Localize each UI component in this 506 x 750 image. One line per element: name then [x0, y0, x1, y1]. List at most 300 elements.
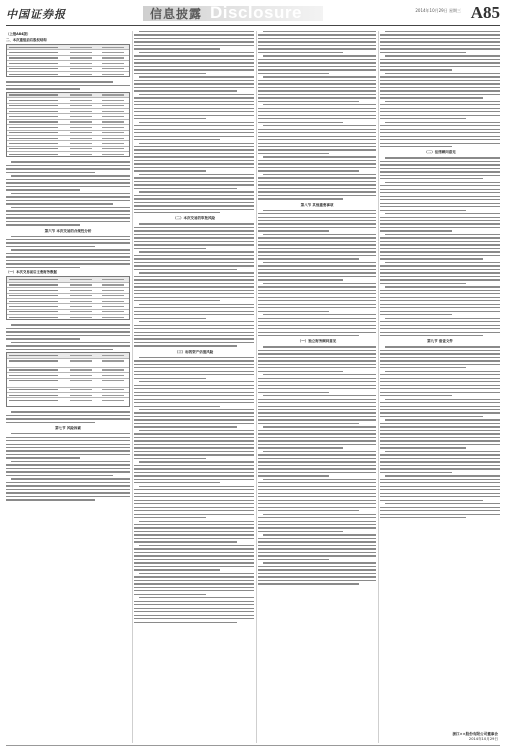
text-line [6, 444, 130, 445]
text-line [258, 482, 376, 483]
text-line [258, 41, 376, 42]
text-line [258, 66, 376, 67]
text-line [258, 367, 376, 368]
table-cell [70, 375, 92, 376]
text-line [134, 534, 254, 535]
text-line [380, 385, 500, 386]
issue-date: 2014年10月29日 星期三 [415, 8, 461, 13]
table-cell [9, 47, 58, 48]
text-line [380, 258, 483, 259]
text-line [6, 214, 130, 215]
text-line [11, 342, 130, 343]
text-line [258, 486, 376, 487]
text-line [258, 566, 376, 567]
text-line [258, 392, 329, 393]
table-cell [70, 290, 92, 291]
text-line [380, 276, 500, 277]
text-line [134, 297, 254, 298]
table-row [7, 315, 129, 319]
text-line [6, 345, 130, 346]
text-line [380, 406, 500, 407]
table-cell [9, 132, 58, 133]
text-line [258, 244, 376, 245]
text-line [134, 345, 237, 346]
text-line [263, 374, 376, 375]
text-line [11, 193, 130, 194]
text-line [380, 206, 500, 207]
text-line [134, 212, 220, 213]
text-line [134, 230, 254, 231]
text-line [134, 248, 206, 249]
text-line [258, 129, 376, 130]
table-cell [102, 301, 124, 302]
text-line [380, 76, 500, 77]
text-line [380, 104, 500, 105]
text-line [134, 622, 237, 623]
text-line [134, 286, 254, 287]
text-line [134, 611, 254, 612]
text-line [258, 321, 376, 322]
text-line [258, 279, 343, 280]
text-line [139, 486, 254, 487]
table-cell [9, 290, 58, 291]
table-cell [70, 116, 92, 117]
text-line [134, 283, 254, 284]
text-line [380, 69, 452, 70]
text-line [258, 143, 376, 144]
table-cell [102, 121, 124, 122]
text-line [134, 258, 254, 259]
table-cell [102, 380, 124, 381]
text-line [134, 527, 254, 528]
text-line [380, 388, 500, 389]
text-line [380, 248, 500, 249]
text-line [380, 90, 500, 91]
text-line [6, 224, 80, 225]
text-line [134, 541, 237, 542]
table-cell [70, 52, 92, 53]
text-line [258, 153, 329, 154]
shareholding-table [6, 44, 130, 77]
text-line [380, 486, 500, 487]
text-line [380, 395, 452, 396]
text-line [380, 220, 500, 221]
table-cell [9, 111, 58, 112]
header-rule [6, 25, 500, 26]
text-line [380, 293, 500, 294]
table-cell [102, 132, 124, 133]
text-line [11, 175, 130, 176]
text-line [134, 265, 254, 266]
table-cell [102, 138, 124, 139]
text-line [134, 426, 237, 427]
text-line [258, 328, 376, 329]
text-line [258, 475, 329, 476]
text-line [258, 223, 376, 224]
table-cell [102, 52, 124, 53]
section-heading: 第六节 本次交易的合规性分析 [44, 228, 92, 233]
text-line [134, 583, 254, 584]
text-line [380, 227, 500, 228]
text-line [258, 167, 376, 168]
text-line [258, 122, 343, 123]
table-cell [70, 369, 92, 370]
section-title-cn: 信息披露 [150, 7, 203, 21]
text-line [380, 83, 500, 84]
table-cell [9, 57, 58, 58]
text-line [380, 269, 500, 270]
text-line [134, 335, 254, 336]
table-cell [102, 360, 124, 361]
text-line [6, 464, 130, 465]
text-line [134, 503, 254, 504]
table-cell [102, 68, 124, 69]
text-line [380, 143, 500, 144]
text-line [134, 371, 254, 372]
text-line [139, 191, 254, 192]
text-line [263, 31, 376, 32]
signoff-organization: 浙江××股份有限公司董事会 [452, 732, 498, 736]
text-line [134, 416, 254, 417]
text-line [139, 597, 254, 598]
text-line [134, 170, 206, 171]
text-line [258, 177, 376, 178]
text-line [258, 552, 376, 553]
table-cell [102, 154, 124, 155]
text-line [258, 136, 376, 137]
text-line [134, 569, 220, 570]
text-line [134, 118, 206, 119]
text-line [6, 496, 130, 497]
text-line [385, 318, 500, 319]
table-cell [102, 143, 124, 144]
text-line [134, 472, 254, 473]
table-cell [9, 306, 58, 307]
text-line [258, 163, 376, 164]
text-line [380, 251, 500, 252]
text-line [258, 430, 376, 431]
text-line [385, 101, 500, 102]
table-cell [102, 311, 124, 312]
table-cell [9, 301, 58, 302]
text-line [134, 493, 254, 494]
text-line [11, 249, 130, 250]
text-line [380, 300, 500, 301]
table-cell [70, 360, 92, 361]
text-line [258, 472, 376, 473]
text-line [134, 388, 254, 389]
text-line [258, 503, 376, 504]
section-heading: （二）本次交易的审批风险 [173, 216, 215, 221]
text-line [258, 286, 376, 287]
text-line [385, 419, 500, 420]
text-line [258, 416, 376, 417]
text-line [134, 440, 254, 441]
text-line [6, 253, 130, 254]
table-row [7, 72, 129, 76]
text-line [134, 269, 237, 270]
text-line [134, 167, 254, 168]
text-line [6, 210, 130, 211]
text-line [258, 447, 343, 448]
text-line [380, 353, 500, 354]
text-line [134, 62, 254, 63]
text-line [380, 241, 500, 242]
table-cell [70, 301, 92, 302]
text-line [380, 465, 500, 466]
text-line [134, 325, 254, 326]
text-line [258, 269, 376, 270]
text-line [134, 402, 254, 403]
text-line [6, 186, 130, 187]
text-line [6, 267, 80, 268]
text-line [258, 419, 376, 420]
text-line [134, 97, 254, 98]
text-line [139, 461, 254, 462]
text-line [139, 122, 254, 123]
text-line [380, 472, 452, 473]
text-line [380, 489, 500, 490]
text-line [258, 108, 376, 109]
text-line [258, 118, 376, 119]
text-line [139, 321, 254, 322]
text-line [258, 517, 376, 518]
text-line [134, 454, 254, 455]
text-line [263, 156, 376, 157]
text-line [134, 531, 254, 532]
text-line [258, 527, 376, 528]
table-cell [70, 111, 92, 112]
table-cell [102, 400, 124, 401]
text-line [380, 307, 500, 308]
text-line [134, 48, 220, 49]
text-line [134, 482, 220, 483]
summary-table [6, 276, 130, 320]
table-cell [9, 138, 58, 139]
text-line [380, 189, 500, 190]
text-line [134, 262, 254, 263]
text-line [258, 237, 376, 238]
text-line [380, 164, 500, 165]
text-line [258, 545, 376, 546]
text-line [6, 242, 130, 243]
text-line [258, 510, 359, 511]
text-line [134, 237, 254, 238]
table-row [7, 152, 129, 156]
text-line [385, 213, 500, 214]
table-cell [102, 94, 124, 95]
text-line [134, 255, 254, 256]
text-line [380, 139, 500, 140]
table-cell [9, 154, 58, 155]
text-line [258, 433, 376, 434]
text-line [6, 256, 130, 257]
text-line [380, 311, 500, 312]
text-line [258, 541, 376, 542]
text-column-1 [6, 31, 130, 743]
table-cell [102, 389, 124, 390]
text-line [258, 160, 376, 161]
table-cell [70, 138, 92, 139]
text-line [385, 262, 500, 263]
text-line [263, 395, 376, 396]
text-line [258, 276, 376, 277]
text-line [258, 538, 376, 539]
text-line [380, 447, 466, 448]
text-line [134, 111, 254, 112]
text-line [258, 101, 359, 102]
text-line [134, 205, 254, 206]
footer-rule [6, 745, 500, 746]
text-line [134, 198, 254, 199]
text-line [258, 170, 359, 171]
text-line [258, 73, 329, 74]
text-line [380, 468, 500, 469]
text-line [380, 297, 500, 298]
text-line [258, 241, 376, 242]
text-line [134, 139, 220, 140]
table-cell [102, 290, 124, 291]
text-line [134, 514, 254, 515]
text-line [6, 217, 130, 218]
text-line [258, 146, 376, 147]
text-line [258, 90, 376, 91]
text-line [380, 517, 466, 518]
table-cell [9, 380, 58, 381]
text-line [134, 227, 254, 228]
text-line [380, 328, 500, 329]
text-line [380, 510, 500, 511]
text-line [380, 461, 500, 462]
text-line [134, 69, 254, 70]
text-line [380, 203, 500, 204]
text-line [6, 338, 80, 339]
text-line [11, 324, 130, 325]
table-cell [9, 375, 58, 376]
text-line [380, 168, 500, 169]
text-line [6, 489, 130, 490]
text-line [6, 440, 130, 441]
text-line [258, 573, 376, 574]
text-line [258, 149, 376, 150]
table-title: （一）本次交易前后主要财务数据 [6, 270, 57, 275]
text-line [380, 217, 500, 218]
text-line [258, 496, 376, 497]
table-cell [102, 284, 124, 285]
text-line [134, 244, 254, 245]
text-line [134, 45, 254, 46]
section-heading: （一）独立财务顾问意见 [297, 339, 337, 344]
text-line [385, 182, 500, 183]
text-line [380, 279, 500, 280]
text-line [380, 196, 500, 197]
text-line [380, 192, 500, 193]
text-line [263, 174, 376, 175]
table-cell [102, 127, 124, 128]
text-line [134, 160, 254, 161]
text-line [380, 412, 500, 413]
text-line [258, 184, 376, 185]
text-line [258, 335, 359, 336]
table-cell [102, 279, 124, 280]
text-line [263, 262, 376, 263]
text-line [258, 311, 329, 312]
text-line [380, 402, 500, 403]
text-line [258, 297, 376, 298]
text-line [258, 139, 376, 140]
text-line [385, 371, 500, 372]
table-cell [102, 116, 124, 117]
table-title: 二、本次重组前后股权结构 [6, 38, 47, 42]
table-cell [9, 355, 58, 356]
text-line [380, 94, 500, 95]
text-line [380, 132, 500, 133]
text-line [380, 237, 500, 238]
text-line [380, 34, 500, 35]
text-line [139, 545, 254, 546]
text-line [134, 209, 254, 210]
table-cell [102, 395, 124, 396]
text-line [134, 615, 254, 616]
text-line [134, 311, 254, 312]
table-cell [70, 400, 92, 401]
text-line [139, 272, 254, 273]
text-line [258, 213, 376, 214]
text-line [258, 230, 329, 231]
text-line [258, 87, 376, 88]
text-line [134, 475, 254, 476]
table-cell [9, 100, 58, 101]
table-cell [9, 317, 58, 318]
text-line [134, 395, 254, 396]
text-line [134, 318, 206, 319]
table-cell [70, 74, 92, 75]
text-line [6, 182, 130, 183]
text-line [385, 451, 500, 452]
text-line [139, 409, 254, 410]
text-line [134, 108, 254, 109]
text-line [258, 111, 376, 112]
text-line [385, 73, 500, 74]
text-line [385, 234, 500, 235]
text-line [6, 492, 130, 493]
table-cell [9, 68, 58, 69]
text-line [380, 314, 452, 315]
table-cell [70, 63, 92, 64]
text-line [6, 499, 95, 500]
table-cell [70, 380, 92, 381]
text-line [134, 433, 254, 434]
text-line [134, 188, 237, 189]
text-line [380, 423, 500, 424]
text-line [263, 426, 376, 427]
text-line [139, 357, 254, 358]
text-line [263, 562, 376, 563]
text-line [380, 514, 500, 515]
text-line [139, 94, 254, 95]
text-line [380, 479, 500, 480]
text-line [6, 179, 130, 180]
text-line [258, 468, 376, 469]
table-cell [9, 63, 58, 64]
text-line [134, 489, 254, 490]
section-heading: 第七节 风险因素 [55, 426, 81, 431]
text-line [134, 566, 254, 567]
text-line [258, 220, 376, 221]
text-line [380, 111, 500, 112]
text-line [6, 335, 130, 336]
text-line [11, 161, 130, 162]
